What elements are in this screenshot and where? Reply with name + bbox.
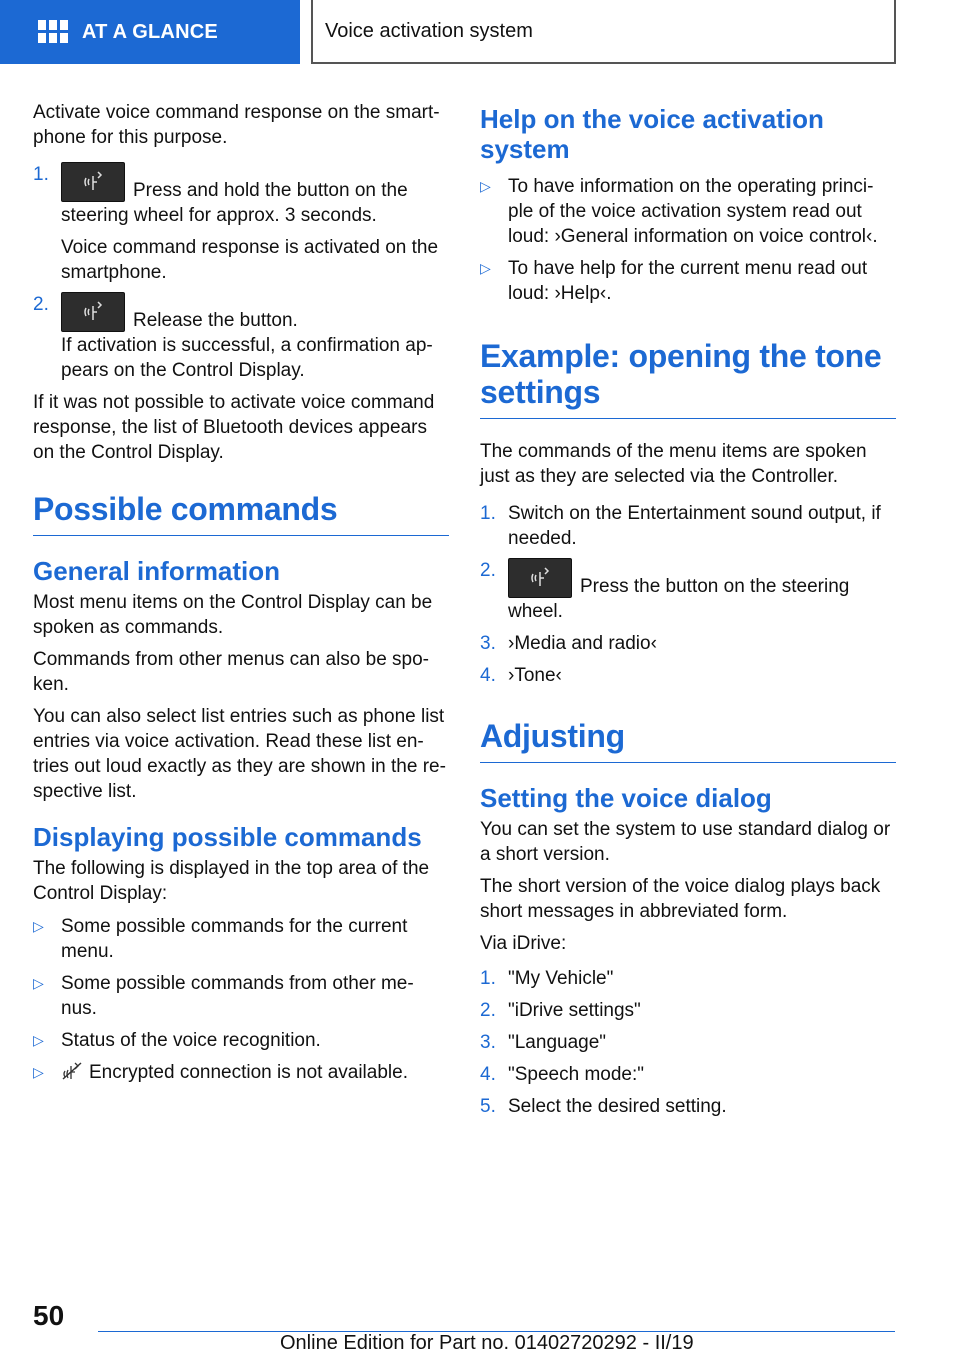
heading-possible-commands: Possible commands xyxy=(33,491,449,536)
heading-adjusting: Adjusting xyxy=(480,718,896,763)
step-text: Switch on the Entertainment sound output, if needed. xyxy=(508,503,881,549)
section-tab[interactable] xyxy=(0,0,300,64)
triangle-bullet-icon: ▷ xyxy=(33,1064,44,1080)
right-column xyxy=(480,100,896,1126)
step-number: 1. xyxy=(480,503,496,524)
list-item xyxy=(480,631,896,656)
bullet-text: Status of the voice recognition. xyxy=(61,1030,321,1051)
list-item xyxy=(480,501,896,551)
list-item xyxy=(33,1028,449,1053)
list-item xyxy=(480,174,896,249)
step-text: "iDrive settings" xyxy=(508,1000,641,1021)
list-item xyxy=(33,162,449,285)
footer-edition: Online Edition for Part no. 01402720292 - II/19 xyxy=(280,1332,694,1354)
paragraph: If it was not possible to activate voice command response, the list of Bluetooth devices appears on the Control Display. xyxy=(33,392,435,463)
list-item xyxy=(480,966,896,991)
triangle-bullet-icon: ▷ xyxy=(480,178,491,194)
step-number: 1. xyxy=(33,164,49,185)
bullet-text: Encrypted connection is not available. xyxy=(89,1062,408,1083)
page-header xyxy=(0,0,960,66)
paragraph: The following is displayed in the top area of the Control Display: xyxy=(33,858,430,904)
list-item xyxy=(480,998,896,1023)
bullet-text: Some possible commands from other me-nus. xyxy=(61,973,414,1019)
heading-general-information: General information xyxy=(33,556,281,586)
voice-button-icon xyxy=(61,292,125,332)
section-label: AT A GLANCE xyxy=(82,20,218,43)
step-text: Press the button on the steering wheel. xyxy=(508,576,850,622)
step-text: "Language" xyxy=(508,1032,607,1053)
left-column xyxy=(33,100,449,1092)
no-encryption-icon xyxy=(61,1061,83,1081)
step-number: 2. xyxy=(33,294,49,315)
step-number: 4. xyxy=(480,1064,496,1085)
step-number: 3. xyxy=(480,633,496,654)
bullet-text: To have information on the operating princi-ple of the voice activation system read out loud: ›General information on voice control‹. xyxy=(508,176,878,247)
list-item xyxy=(33,971,449,1021)
grid-icon xyxy=(38,20,68,44)
list-item xyxy=(480,1030,896,1055)
heading-displaying-commands: Displaying possible commands xyxy=(33,822,422,852)
paragraph: Most menu items on the Control Display can be spoken as commands. xyxy=(33,592,433,638)
step-text: Release the button. xyxy=(133,310,298,331)
step-number: 4. xyxy=(480,665,496,686)
triangle-bullet-icon: ▷ xyxy=(33,975,44,991)
triangle-bullet-icon: ▷ xyxy=(33,918,44,934)
step-text: Press and hold the button on the steering wheel for approx. 3 seconds. xyxy=(61,180,408,226)
step-number: 1. xyxy=(480,968,496,989)
list-item xyxy=(33,292,449,383)
step-number: 3. xyxy=(480,1032,496,1053)
list-item xyxy=(33,914,449,964)
step-text: ›Tone‹ xyxy=(508,665,562,686)
intro-text: Activate voice command response on the smart-phone for this purpose. xyxy=(33,102,440,148)
list-item xyxy=(33,1060,449,1085)
paragraph: You can set the system to use standard dialog or a short version. xyxy=(480,819,891,865)
heading-help: Help on the voice activation system xyxy=(480,104,824,164)
heading-example: Example: opening the tone settings xyxy=(480,338,896,419)
paragraph: The short version of the voice dialog plays back short messages in abbreviated form. xyxy=(480,876,881,922)
paragraph: Commands from other menus can also be spo-ken. xyxy=(33,649,430,695)
step-subtext: Voice command response is activated on the smartphone. xyxy=(61,237,439,283)
paragraph: You can also select list entries such as phone list entries via voice activation. Read these list en-tries out loud exactly as they are shown in the re-spective list. xyxy=(33,706,446,802)
topic-title: Voice activation system xyxy=(311,0,896,64)
step-text: ›Media and radio‹ xyxy=(508,633,657,654)
step-text: "Speech mode:" xyxy=(508,1064,645,1085)
list-item xyxy=(480,256,896,306)
triangle-bullet-icon: ▷ xyxy=(480,260,491,276)
bullet-text: Some possible commands for the current menu. xyxy=(61,916,408,962)
triangle-bullet-icon: ▷ xyxy=(33,1032,44,1048)
step-number: 2. xyxy=(480,560,496,581)
list-item xyxy=(480,663,896,688)
heading-voice-dialog: Setting the voice dialog xyxy=(480,783,772,813)
page-number: 50 xyxy=(33,1300,65,1331)
bullet-text: To have help for the current menu read out loud: ›Help‹. xyxy=(508,258,868,304)
list-item xyxy=(480,1062,896,1087)
step-number: 5. xyxy=(480,1096,496,1117)
step-text: "My Vehicle" xyxy=(508,968,614,989)
paragraph: The commands of the menu items are spoken just as they are selected via the Controller. xyxy=(480,441,867,487)
step-number: 2. xyxy=(480,1000,496,1021)
list-item xyxy=(480,558,896,624)
step-subtext: If activation is successful, a confirmation ap-pears on the Control Display. xyxy=(61,335,433,381)
list-item xyxy=(480,1094,896,1119)
step-text: Select the desired setting. xyxy=(508,1096,727,1117)
voice-button-icon xyxy=(61,162,125,202)
voice-button-icon xyxy=(508,558,572,598)
paragraph: Via iDrive: xyxy=(480,933,567,954)
